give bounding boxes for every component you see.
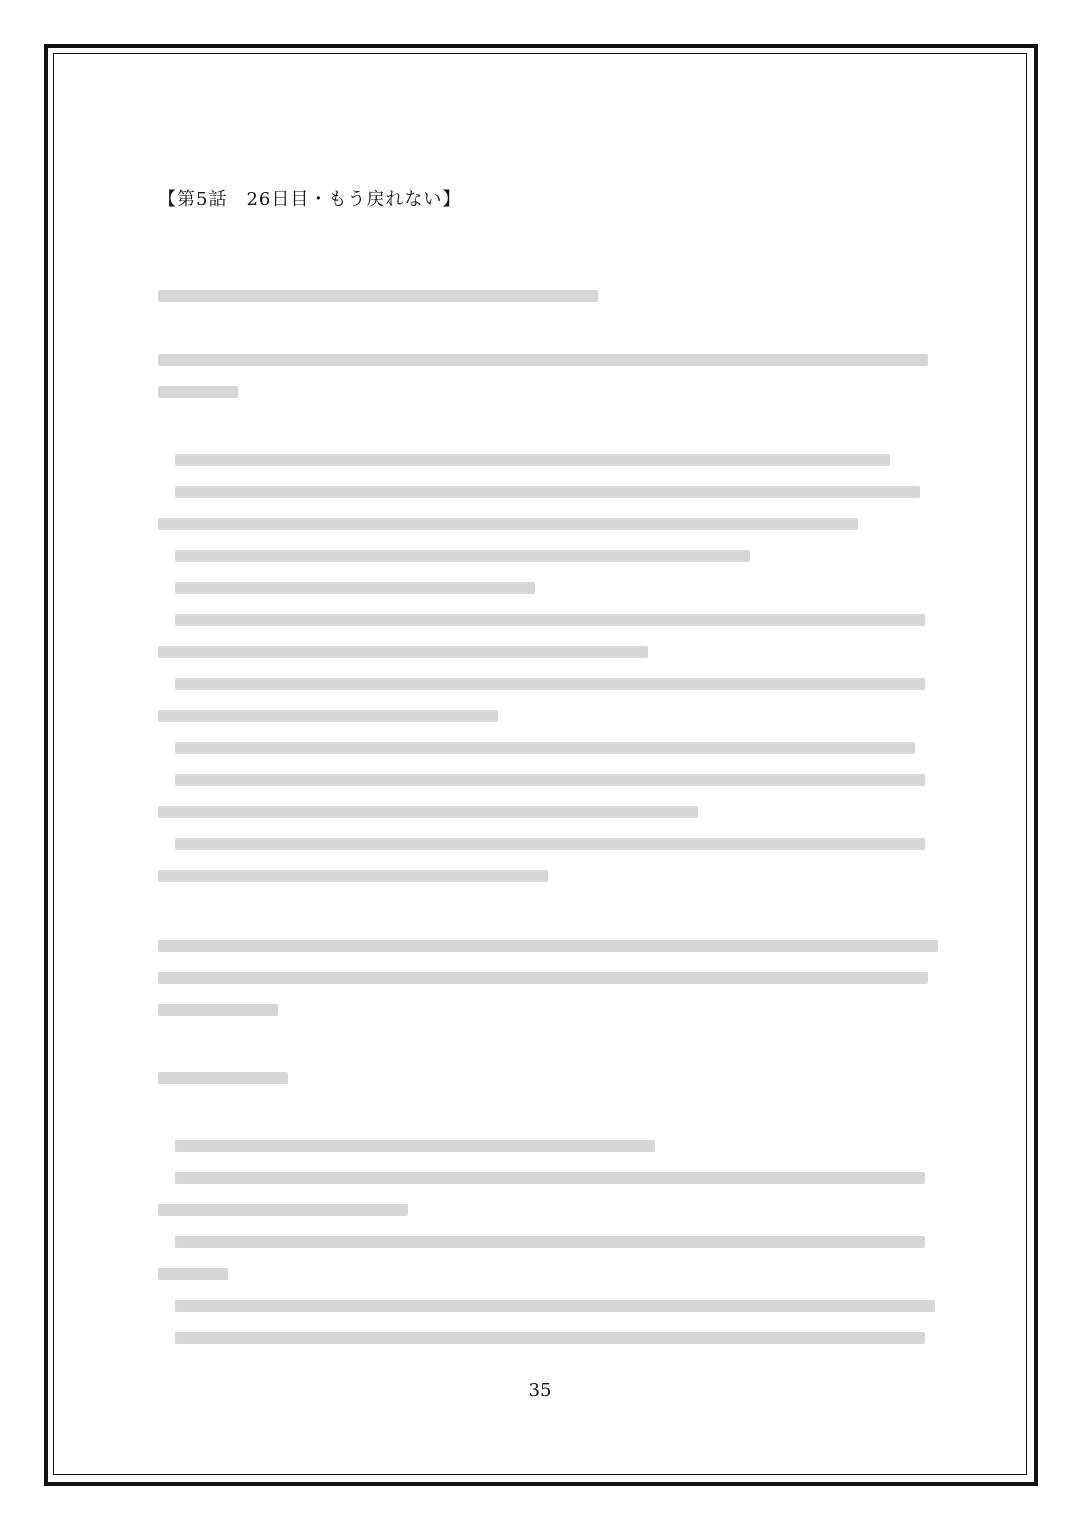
redacted-line [158, 646, 648, 658]
redacted-line [158, 518, 858, 530]
redacted-line [175, 454, 890, 466]
redacted-line [158, 1004, 278, 1016]
redacted-line [175, 582, 535, 594]
redacted-line [158, 870, 548, 882]
redacted-line [175, 1172, 925, 1184]
redacted-line [158, 386, 238, 398]
redacted-line [158, 940, 938, 952]
redacted-line [158, 290, 598, 302]
page-border-inner [53, 53, 1027, 1475]
redacted-line [158, 972, 928, 984]
redacted-line [175, 678, 925, 690]
redacted-line [175, 774, 925, 786]
redacted-line [175, 742, 915, 754]
redacted-line [158, 1204, 408, 1216]
page-number: 35 [528, 1380, 552, 1401]
redacted-line [175, 550, 750, 562]
redacted-line [158, 1072, 288, 1084]
redacted-line [175, 614, 925, 626]
redacted-line [158, 710, 498, 722]
redacted-line [175, 838, 925, 850]
redacted-line [175, 1300, 935, 1312]
chapter-heading: 【第5話 26日目・もう戻れない】 [158, 189, 462, 210]
redacted-line [175, 486, 920, 498]
redacted-line [175, 1332, 925, 1344]
redacted-line [175, 1140, 655, 1152]
redacted-line [175, 1236, 925, 1248]
redacted-line [158, 354, 928, 366]
redacted-line [158, 1268, 228, 1280]
redacted-line [158, 806, 698, 818]
